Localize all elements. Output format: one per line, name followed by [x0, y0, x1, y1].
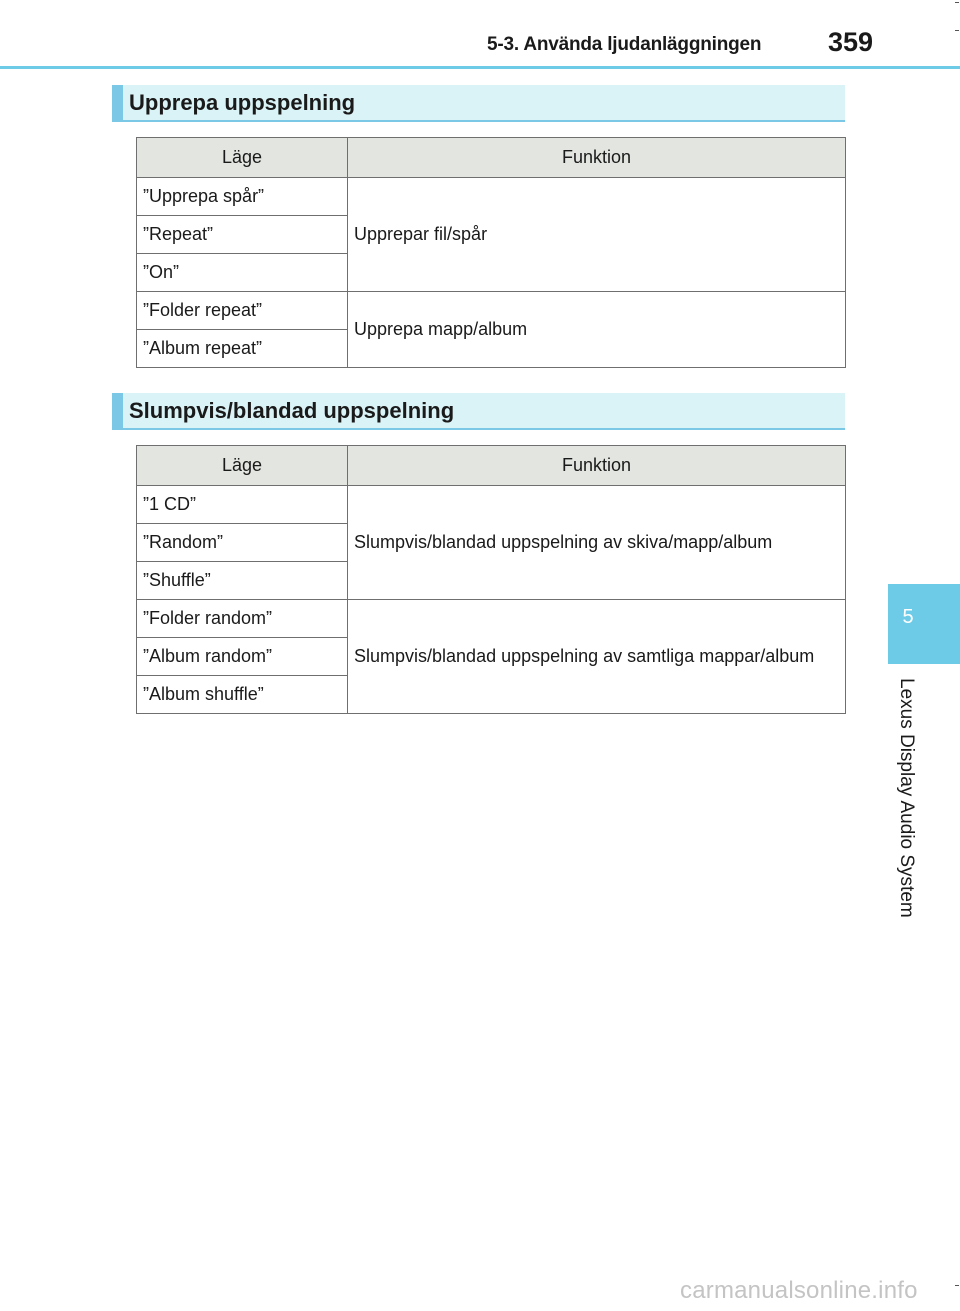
header-rule [0, 66, 960, 69]
mode-cell: ”Album shuffle” [137, 676, 348, 714]
crop-mark [955, 30, 959, 31]
function-cell: Slumpvis/blandad uppspelning av samtliga mappar/album [348, 600, 846, 714]
mode-cell: ”Album repeat” [137, 330, 348, 368]
mode-cell: ”Album random” [137, 638, 348, 676]
watermark: carmanualsonline.info [680, 1277, 918, 1304]
table-row [137, 292, 846, 330]
page-number: 359 [828, 27, 874, 57]
crop-mark [955, 2, 959, 3]
repeat-mode-table [136, 137, 846, 368]
chapter-tab [888, 584, 960, 664]
function-cell: Upprepar fil/spår [348, 178, 846, 292]
mode-cell: ”Folder repeat” [137, 292, 348, 330]
mode-cell: ”Shuffle” [137, 562, 348, 600]
table-row [137, 600, 846, 638]
mode-cell: ”Folder random” [137, 600, 348, 638]
mode-cell: ”Upprepa spår” [137, 178, 348, 216]
section-heading-repeat [112, 85, 845, 122]
mode-cell: ”1 CD” [137, 486, 348, 524]
function-cell: Slumpvis/blandad uppspelning av skiva/mapp/album [348, 486, 846, 600]
mode-cell: ”Repeat” [137, 216, 348, 254]
table-header-row [137, 446, 846, 486]
random-mode-table [136, 445, 846, 714]
section-heading-text: Upprepa uppspelning [129, 90, 356, 115]
table-row [137, 486, 846, 524]
table-header-row [137, 138, 846, 178]
crop-mark [955, 1285, 959, 1286]
function-cell: Upprepa mapp/album [348, 292, 846, 368]
chapter-label [893, 678, 917, 918]
header-section-title: 5-3. Använda ljudanläggningen [487, 34, 762, 55]
chapter-number: 5 [902, 606, 914, 628]
section-heading-random [112, 393, 845, 430]
column-header-function: Funktion [348, 446, 846, 486]
column-header-function: Funktion [348, 138, 846, 178]
column-header-mode: Läge [137, 138, 348, 178]
chapter-label-text: Lexus Display Audio System [896, 678, 917, 918]
section-heading-text: Slumpvis/blandad uppspelning [129, 398, 455, 423]
mode-cell: ”On” [137, 254, 348, 292]
table-row [137, 178, 846, 216]
column-header-mode: Läge [137, 446, 348, 486]
mode-cell: ”Random” [137, 524, 348, 562]
